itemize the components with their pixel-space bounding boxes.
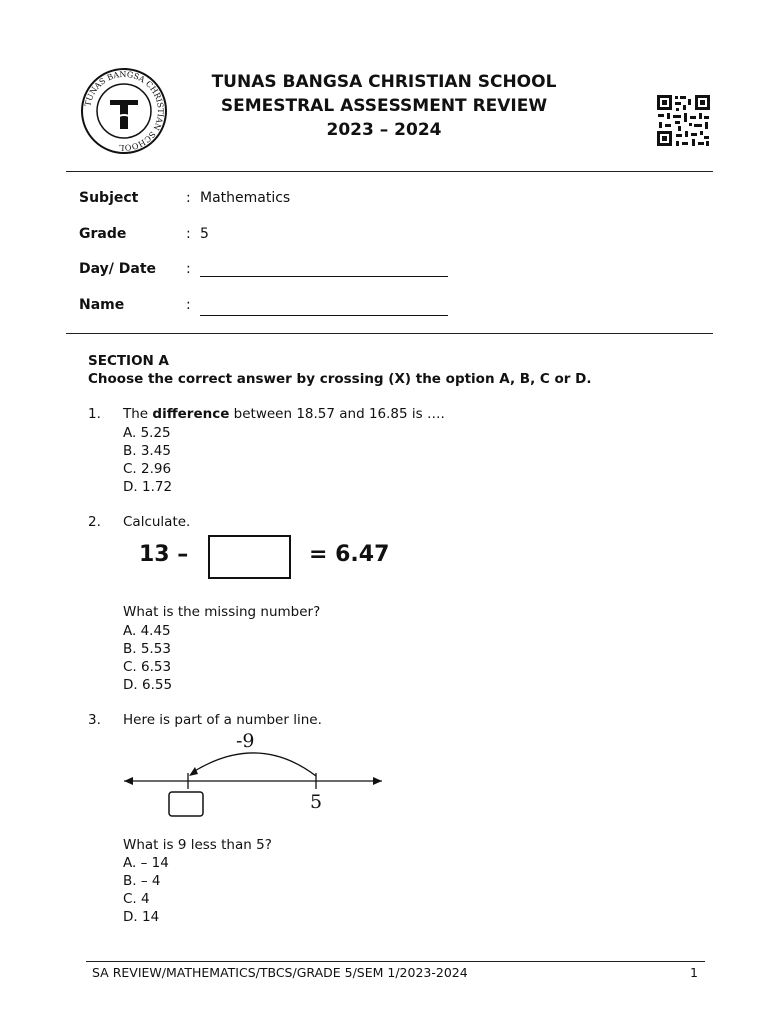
subject-label: Subject <box>79 190 139 206</box>
page-number: 1 <box>690 965 698 980</box>
assessment-title: SEMESTRAL ASSESSMENT REVIEW <box>220 96 548 116</box>
date-label: Day/ Date <box>79 261 157 277</box>
fields-divider <box>66 333 713 334</box>
date-blank-line[interactable] <box>200 276 448 277</box>
q2-number: 2. <box>88 514 101 530</box>
footer-code: SA REVIEW/MATHEMATICS/TBCS/GRADE 5/SEM 1/2023-2024 <box>92 965 468 980</box>
name-label: Name <box>79 297 125 313</box>
tick-label-five: 5 <box>310 791 323 813</box>
number-line-right-arrow <box>373 777 382 785</box>
subject-value: Mathematics <box>200 190 291 206</box>
grade-label: Grade <box>79 226 127 242</box>
q1-option-b[interactable]: B. 3.45 <box>123 443 171 459</box>
name-blank-line[interactable] <box>200 315 448 316</box>
q1-option-a[interactable]: A. 5.25 <box>123 425 171 441</box>
q3-text: Here is part of a number line. <box>123 712 322 728</box>
q3-option-a[interactable]: A. – 14 <box>123 855 169 871</box>
q2-equation-left: 13 – <box>139 542 189 567</box>
number-line-diagram <box>118 726 390 822</box>
q3-prompt: What is 9 less than 5? <box>123 837 272 853</box>
date-colon: : <box>186 261 191 277</box>
logo-text: TUNAS BANGSA CHRISTIAN SCHOOL <box>83 69 166 153</box>
q3-option-b[interactable]: B. – 4 <box>123 873 161 889</box>
q2-option-a[interactable]: A. 4.45 <box>123 623 171 639</box>
jump-label: -9 <box>236 730 255 752</box>
number-line-left-arrow <box>124 777 133 785</box>
section-instruction: Choose the correct answer by crossing (X) the option A, B, C or D. <box>88 371 592 387</box>
q2-answer-box[interactable] <box>208 535 291 579</box>
grade-value: 5 <box>200 226 209 242</box>
jump-arc <box>193 753 316 776</box>
q2-equation-right: = 6.47 <box>309 542 390 567</box>
q2-prompt: What is the missing number? <box>123 604 321 620</box>
q2-option-d[interactable]: D. 6.55 <box>123 677 173 693</box>
academic-year: 2023 – 2024 <box>326 120 442 140</box>
school-name: TUNAS BANGSA CHRISTIAN SCHOOL <box>211 72 557 92</box>
qr-code <box>656 94 711 147</box>
jump-arrowhead <box>189 767 198 776</box>
q3-option-d[interactable]: D. 14 <box>123 909 160 925</box>
q1-number: 1. <box>88 406 101 422</box>
q1-option-c[interactable]: C. 2.96 <box>123 461 172 477</box>
q1-text: The difference between 18.57 and 16.85 is …. <box>123 406 445 422</box>
q2-option-b[interactable]: B. 5.53 <box>123 641 171 657</box>
section-title: SECTION A <box>88 353 170 369</box>
grade-colon: : <box>186 226 191 242</box>
q1-keyword: difference <box>152 406 230 422</box>
subject-colon: : <box>186 190 191 206</box>
number-line-answer-box <box>169 792 203 816</box>
q3-number: 3. <box>88 712 101 728</box>
q1-option-d[interactable]: D. 1.72 <box>123 479 173 495</box>
footer-divider <box>86 961 705 962</box>
header-divider <box>66 171 713 172</box>
name-colon: : <box>186 297 191 313</box>
q3-option-c[interactable]: C. 4 <box>123 891 150 907</box>
q2-option-c[interactable]: C. 6.53 <box>123 659 172 675</box>
q2-text: Calculate. <box>123 514 191 530</box>
